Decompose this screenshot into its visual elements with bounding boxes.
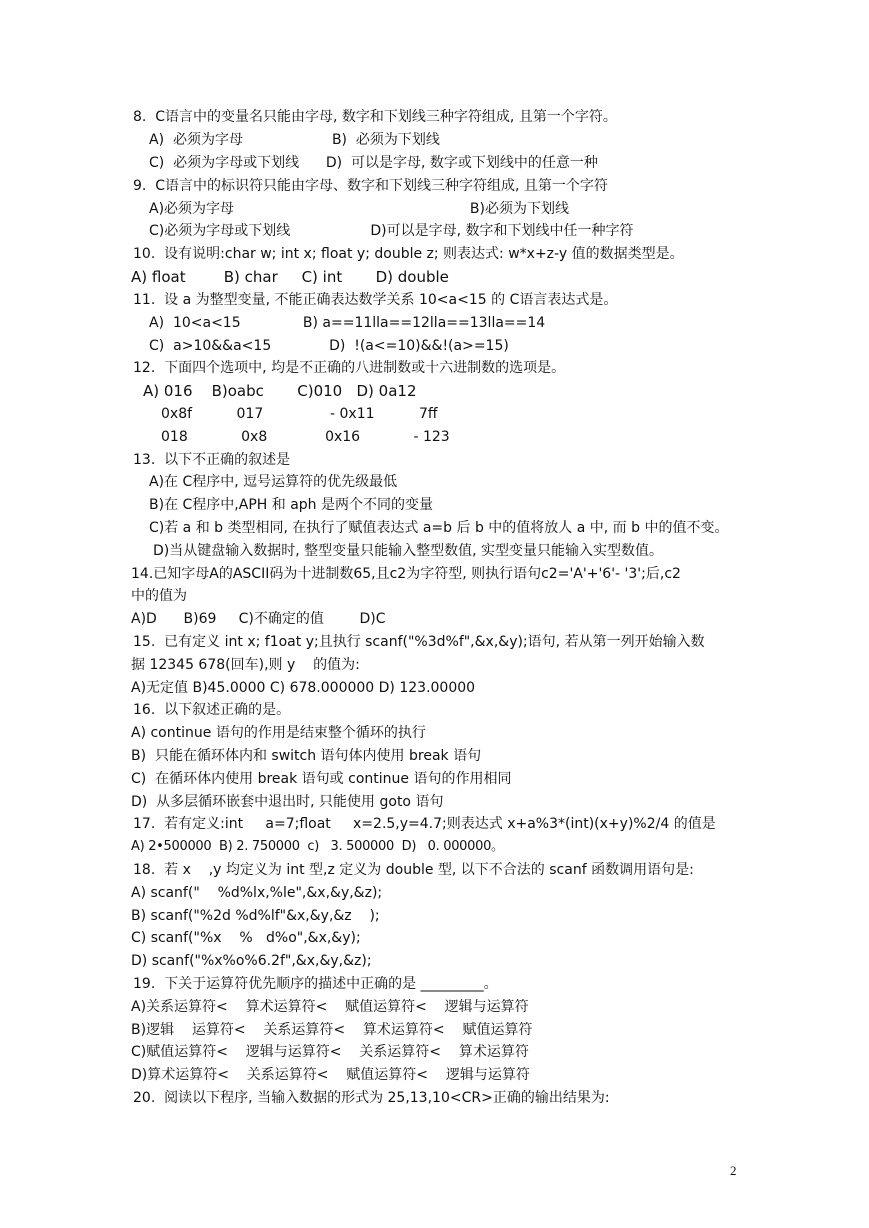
q16-option-a: A) continue 语句的作用是结束整个循环的执行: [131, 725, 426, 741]
q9-options-ab: A)必须为字母 B)必须为下划线: [149, 201, 569, 217]
q18-option-d: D) scanf("%x%o%6.2f",&x,&y,&z);: [131, 953, 372, 969]
q19-option-b: B)逻辑 运算符< 关系运算符< 算术运算符< 赋值运算符: [131, 1022, 533, 1038]
q9-options-cd: C)必须为字母或下划线 D)可以是字母, 数字和下划线中任一种字符: [149, 223, 634, 239]
page-number: 2: [730, 1163, 737, 1178]
q12-options-row3: 018 0x8 0x16 - 123: [161, 429, 450, 445]
q19-option-c: C)赋值运算符< 逻辑与运算符< 关系运算符< 算术运算符: [131, 1044, 529, 1060]
q8-options-ab: A) 必须为字母 B) 必须为下划线: [149, 132, 440, 148]
q12-options-row2: 0x8f 017 - 0x11 7ff: [161, 406, 438, 422]
q10-options: A) float B) char C) int D) double: [131, 268, 449, 286]
q13-stem: 13. 以下不正确的叙述是: [133, 452, 291, 468]
q8-stem: 8. C语言中的变量名只能由字母, 数字和下划线三种字符组成, 且第一个字符。: [133, 109, 617, 125]
q13-option-a: A)在 C程序中, 逗号运算符的优先级最低: [149, 474, 398, 490]
q15-stem-cont: 据 12345 678(回车),则 y 的值为:: [131, 657, 360, 673]
q14-options: A)D B)69 C)不确定的值 D)C: [131, 611, 386, 627]
q18-option-c: C) scanf("%x % d%o",&x,&y);: [131, 930, 361, 946]
q8-options-cd: C) 必须为字母或下划线 D) 可以是字母, 数字或下划线中的任意一种: [149, 155, 598, 171]
q11-stem: 11. 设 a 为整型变量, 不能正确表达数学关系 10<a<15 的 C语言表达式是。: [133, 292, 618, 308]
q11-options-ab: A) 10<a<15 B) a==11lla==12lla==13lla==14: [149, 315, 546, 331]
q9-stem: 9. C语言中的标识符只能由字母、数字和下划线三种字符组成, 且第一个字符: [133, 178, 608, 194]
q14-stem-cont: 中的值为: [131, 588, 187, 604]
q13-option-d: D)当从键盘输入数据时, 整型变量只能输入整型数值, 实型变量只能输入实型数值。: [153, 543, 664, 559]
q10-stem: 10. 设有说明:char w; int x; float y; double z; 则表达式: w*x+z-y 值的数据类型是。: [133, 246, 684, 262]
q16-stem: 16. 以下叙述正确的是。: [133, 702, 291, 718]
q20-stem: 20. 阅读以下程序, 当输入数据的形式为 25,13,10<CR>正确的输出结果为:: [133, 1090, 610, 1106]
q19-option-a: A)关系运算符< 算术运算符< 赋值运算符< 逻辑与运算符: [131, 999, 529, 1015]
q19-stem: 19. 下关于运算符优先顺序的描述中正确的是 _________。: [133, 976, 498, 992]
q16-option-c: C) 在循环体内使用 break 语句或 continue 语句的作用相同: [131, 771, 512, 787]
q12-stem: 12. 下面四个选项中, 均是不正确的八进制数或十六进制数的选项是。: [133, 360, 566, 376]
q18-option-a: A) scanf(" %d%lx,%le",&x,&y,&z);: [131, 885, 383, 901]
q15-options: A)无定值 B)45.0000 C) 678.000000 D) 123.00000: [131, 680, 476, 696]
q18-option-b: B) scanf("%2d %d%lf"&x,&y,&z );: [131, 908, 380, 924]
q19-option-d: D)算术运算符< 关系运算符< 赋值运算符< 逻辑与运算符: [131, 1067, 530, 1083]
q16-option-b: B) 只能在循环体内和 switch 语句体内使用 break 语句: [131, 748, 482, 764]
q13-option-b: B)在 C程序中,APH 和 aph 是两个不同的变量: [149, 497, 433, 513]
q15-stem: 15. 已有定义 int x; f1oat y;且执行 scanf("%3d%f",&x,&y);语句, 若从第一列开始输入数: [133, 634, 705, 650]
q14-stem: 14.已知字母A的ASCII码为十进制数65,且c2为字符型, 则执行语句c2='A'+'6'- '3';后,c2: [131, 566, 681, 582]
q17-stem: 17. 若有定义:int a=7;float x=2.5,y=4.7;则表达式 x+a%3*(int)(x+y)%2/4 的值是: [133, 816, 716, 832]
q11-options-cd: C) a>10&&a<15 D) !(a<=10)&&!(a>=15): [149, 338, 509, 354]
q12-options-row1: A) 016 B)oabc C)010 D) 0a12: [143, 382, 417, 400]
q13-option-c: C)若 a 和 b 类型相同, 在执行了赋值表达式 a=b 后 b 中的值将放人 a 中, 而 b 中的值不变。: [149, 520, 729, 536]
q18-stem: 18. 若 x ,y 均定义为 int 型,z 定义为 double 型, 以下不合法的 scanf 函数调用语句是:: [133, 862, 694, 878]
q16-option-d: D) 从多层循环嵌套中退出时, 只能使用 goto 语句: [131, 794, 444, 810]
q17-options: A) 2•500000 B) 2. 750000 c) 3. 500000 D) 0. 000000。: [131, 839, 504, 854]
